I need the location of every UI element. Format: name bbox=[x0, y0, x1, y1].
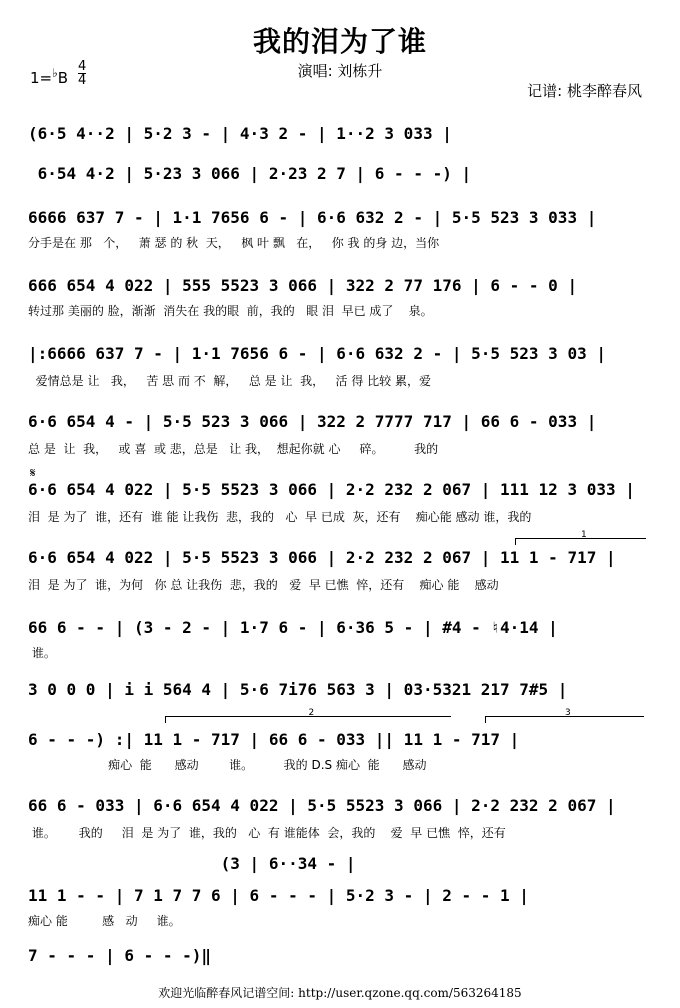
score-line-4 bbox=[28, 274, 652, 298]
footer-credit: 欢迎光临醉春风记谱空间: http://user.qzone.qq.com/563264185 bbox=[158, 986, 522, 1000]
lyric-line-7: 泪 是 为了 谁，还有 谁 能 让我伤 悲，我的 心 早 已成 灰，还有 痴心能 感动 谁，我的 bbox=[28, 510, 532, 524]
volta-label: 2 bbox=[308, 708, 315, 718]
time-signature bbox=[78, 60, 86, 87]
notes: 66 6 - - | (3 - 2 - | 1·7 6 - | 6·36 5 - | #4 - ♮4·14 | bbox=[28, 618, 558, 637]
score-line-10 bbox=[28, 678, 652, 702]
notes: 666 654 4 022 | 555 5523 3 066 | 322 2 77 176 | 6 - - 0 | bbox=[28, 276, 578, 295]
score-line-7 bbox=[28, 478, 652, 502]
volta-label: 1 bbox=[581, 530, 587, 540]
notes: 6·6 654 4 022 | 5·5 5523 3 066 | 2·2 232 2 067 | 11 1 - 717 | bbox=[28, 548, 616, 567]
notes: 6666 637 7 - | 1·1 7656 6 - | 6·6 632 2 - | 5·5 523 3 033 | bbox=[28, 208, 597, 227]
flat-sign: ♭ bbox=[52, 66, 58, 80]
notes: 66 6 - 033 | 6·6 654 4 022 | 5·5 5523 3 066 | 2·2 232 2 067 | bbox=[28, 796, 616, 815]
lyric-line-8: 泪 是 为了 谁，为何 你 总 让我伤 悲，我的 爱 早 已憔 悴，还有 痴心 能 感动 bbox=[28, 578, 499, 592]
notes: |:6666 637 7 - | 1·1 7656 6 - | 6·6 632 2 - | 5·5 523 3 03 | bbox=[28, 344, 606, 363]
lyric-line-12: 谁。 我的 泪 是 为了 谁，我的 心 有 谁能体 会，我的 爱 早 已憔 悴，还有 bbox=[28, 826, 506, 840]
notes: 6·54 4·2 | 5·23 3 066 | 2·23 2 7 | 6 - - -) | bbox=[28, 164, 472, 183]
page-title: 我的泪为了谁 bbox=[252, 25, 427, 58]
score-line-5 bbox=[28, 342, 652, 366]
score-line-11 bbox=[28, 728, 652, 752]
lyric-line-11: 痴心 能 感动 谁。 我的 D.S 痴心 能 感动 bbox=[28, 758, 427, 772]
notes: 3 0 0 0 | i i 564 4 | 5·6 7i76 563 3 | 03·5321 217 7#5 | bbox=[28, 680, 568, 699]
lyric-line-9: 谁。 bbox=[28, 646, 56, 660]
notes: (6·5 4··2 | 5·2 3 - | 4·3 2 - | 1··2 3 033 | bbox=[28, 124, 452, 143]
score-line-6 bbox=[28, 410, 652, 434]
lyric-line-14: 痴心 能 感 动 谁。 bbox=[28, 914, 181, 928]
score-line-15 bbox=[28, 944, 652, 968]
lyric-line-4: 转过那 美丽的 脸，渐渐 消失在 我的眼 前，我的 眼 泪 早已 成了 泉。 bbox=[28, 304, 433, 318]
time-signature-bottom: 4 bbox=[78, 73, 87, 88]
volta-bracket-1 bbox=[515, 530, 646, 545]
notes: 6·6 654 4 - | 5·5 523 3 066 | 322 2 7777 717 | 66 6 - 033 | bbox=[28, 412, 597, 431]
notes: 6·6 654 4 022 | 5·5 5523 3 066 | 2·2 232 2 067 | 111 12 3 033 | bbox=[28, 480, 635, 499]
lyric-line-5: 爱情总是 让 我， 苦 思 而 不 解， 总 是 让 我， 活 得 比较 累，爱 bbox=[28, 374, 431, 388]
volta-label: 3 bbox=[565, 708, 571, 718]
score-line-8 bbox=[28, 546, 652, 570]
time-signature-top: 4 bbox=[78, 59, 87, 74]
transcriber-credit: 记谱: 桃李醉春风 bbox=[527, 82, 642, 100]
volta-bracket-3 bbox=[485, 708, 644, 723]
notes: 6 - - -) :| 11 1 - 717 | 66 6 - 033 || 11 1 - 717 | bbox=[28, 730, 520, 749]
score-line-1 bbox=[28, 122, 652, 146]
score-line-13 bbox=[28, 852, 652, 876]
key-signature bbox=[30, 66, 68, 87]
lyric-line-6: 总 是 让 我， 或 喜 或 悲，总是 让 我， 想起你就 心 碎。 我的 bbox=[28, 442, 439, 456]
key-label: 1= bbox=[30, 69, 53, 87]
score-line-14 bbox=[28, 884, 652, 908]
singer-credit: 演唱: 刘栋升 bbox=[297, 62, 383, 80]
score-line-2 bbox=[28, 162, 652, 186]
key-note: B bbox=[57, 69, 69, 87]
segno-sign: 𝄋 bbox=[30, 466, 36, 481]
notes: 11 1 - - | 7 1 7 7 6 | 6 - - - | 5·2 3 - | 2 - - 1 | bbox=[28, 886, 529, 905]
score-line-3 bbox=[28, 206, 652, 230]
volta-bracket-2 bbox=[165, 708, 451, 723]
score-line-9 bbox=[28, 616, 652, 640]
notes: (3 | 6··34 - | bbox=[28, 854, 356, 873]
lyric-line-3: 分手是在 那 个， 萧 瑟 的 秋 天， 枫 叶 飘 在， 你 我 的身 边，当你 bbox=[28, 236, 440, 250]
notes: 7 - - - | 6 - - -)‖ bbox=[28, 946, 212, 965]
score-line-12 bbox=[28, 794, 652, 818]
